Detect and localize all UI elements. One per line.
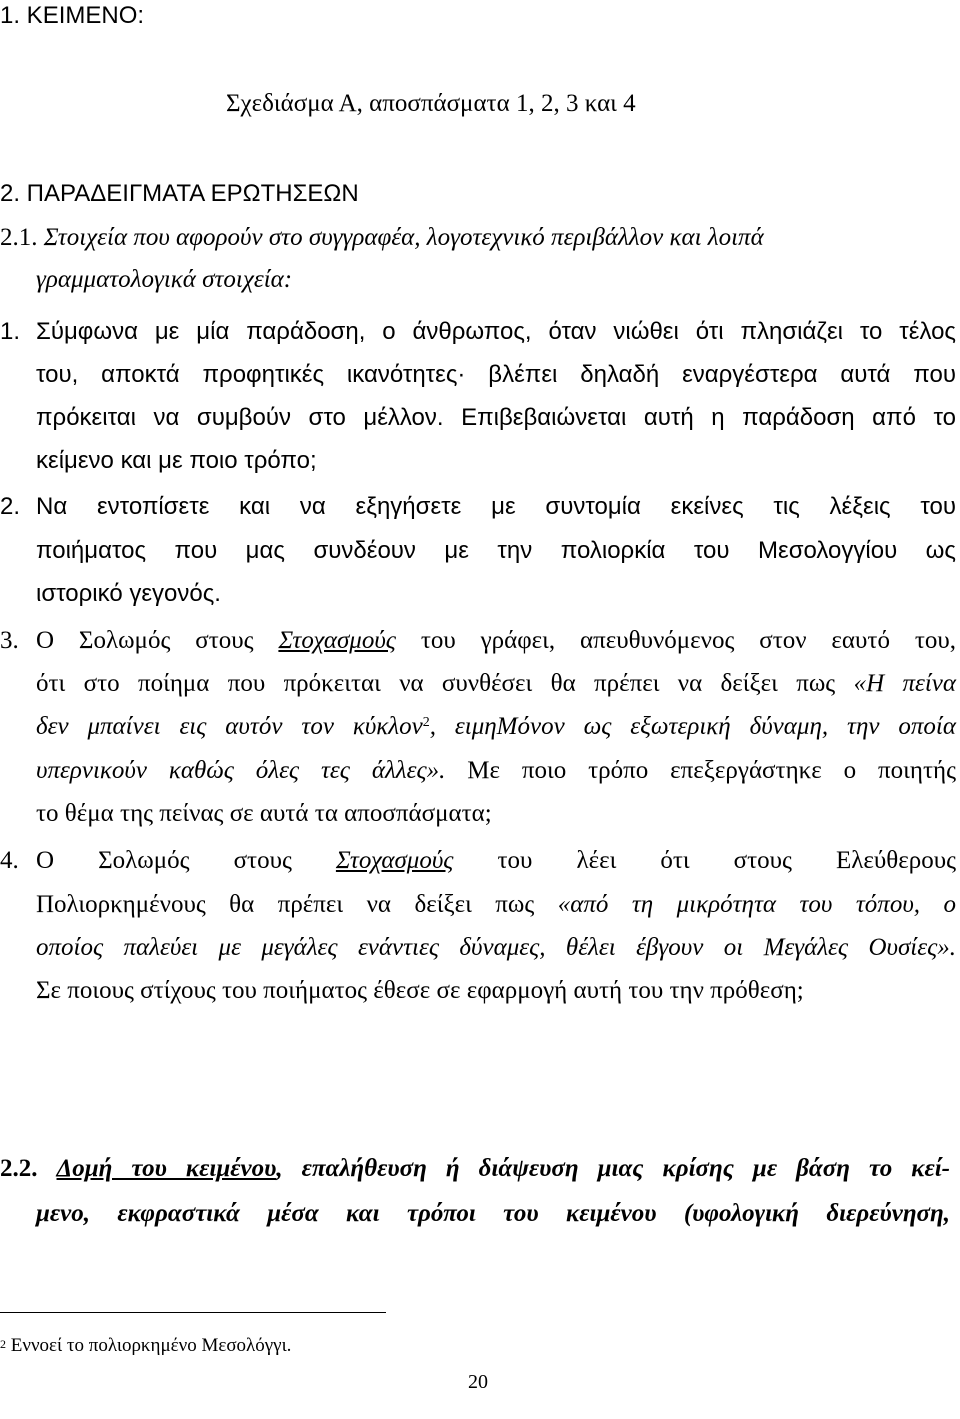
question-3-line4-b: Με ποιο τρόπο επεξεργάστηκε ο ποιητής	[445, 757, 956, 784]
question-2-number	[0, 493, 20, 521]
question-3-line2-b: «Η πείνα	[853, 670, 956, 697]
question-3-line3-b: , ειμηMόνον ως εξωτερική δύναμη, την οποία	[429, 713, 956, 740]
question-3-line	[36, 800, 492, 828]
question-2-line	[36, 493, 956, 521]
question-3-line1-a: Ο Σολωμός στους	[36, 627, 279, 654]
question-4-line1-c: του λέει ότι στους Ελεύθερους	[453, 847, 956, 874]
question-4-line2-a: Πολιορκημένους θα πρέπει να δείξει πως	[36, 891, 558, 918]
question-4-line	[36, 934, 956, 962]
question-2-line	[36, 580, 221, 608]
heading-text-label: 1. ΚΕΙΜΕΝΟ:	[0, 2, 145, 29]
section-2-1-title-line1: Στοιχεία που αφορούν στο συγγραφέα, λογοτεχνικό περιβάλλον και λοιπά	[43, 224, 764, 251]
question-1-line2: του, αποκτά προφητικές ικανότητες· βλέπει δηλαδή εναργέστερα αυτά που	[36, 361, 956, 388]
question-3-line5: το θέμα της πείνας σε αυτά τα αποσπάσματα;	[36, 800, 492, 827]
question-1-line	[36, 447, 317, 475]
page-number-text: 20	[468, 1371, 488, 1393]
question-3-line1-c: του γράφει, απευθυνόμενος στον εαυτό του,	[395, 627, 956, 654]
section-2-2-underlined: Δομή του κειμένου	[56, 1155, 277, 1182]
question-4-line	[36, 847, 956, 875]
section-2-2-title	[0, 1155, 950, 1183]
question-4-line	[36, 891, 956, 919]
heading-questions	[0, 180, 359, 208]
question-1-number	[0, 318, 20, 346]
question-1-line	[36, 318, 956, 346]
section-2-1-title	[0, 224, 950, 252]
question-1-line3: πρόκειται να συμβούν στο μέλλον. Επιβεβαιώνεται αυτή η παράδοση από το	[36, 404, 956, 431]
question-3-line2-a: ότι στο ποίημα που πρόκειται να συνθέσει θα πρέπει να δείξει πως	[36, 670, 854, 697]
question-4-line4: Σε ποιους στίχους του ποιήματος έθεσε σε εφαρμογή αυτή του την πρόθεση;	[36, 977, 804, 1004]
section-2-1-title-cont	[36, 266, 292, 294]
question-2-line3: ιστορικό γεγονός.	[36, 580, 221, 607]
heading-questions-label: 2. ΠΑΡΑΔΕΙΓΜΑΤΑ ΕΡΩΤΗΣΕΩΝ	[0, 180, 359, 207]
section-2-2-title-line1: , επαλήθευση ή διάψευση μιας κρίσης με βάση το κεί-	[276, 1155, 951, 1182]
question-1-line4: κείμενο και με ποιο τρόπο;	[36, 447, 317, 474]
question-4-line2-b: «από τη μικρότητα του τόπου, ο	[557, 891, 957, 918]
footnote-divider	[0, 1312, 386, 1313]
question-1-line	[36, 404, 956, 432]
question-3-line	[36, 670, 956, 698]
question-1-line1: Σύμφωνα με μία παράδοση, ο άνθρωπος, όταν νιώθει ότι πλησιάζει το τέλος	[36, 318, 956, 345]
footnote-text: Εννοεί το πολιορκημένο Μεσολόγγι.	[6, 1335, 292, 1356]
question-1-line	[36, 361, 956, 389]
question-3-stochasmoi: Στοχασμούς	[278, 627, 396, 654]
question-2-line1: Να εντοπίσετε και να εξηγήσετε με συντομία εκείνες τις λέξεις του	[36, 493, 956, 520]
heading-text	[0, 2, 144, 30]
question-3-number	[0, 627, 19, 655]
question-number: 4.	[0, 847, 19, 874]
question-4-number	[0, 847, 19, 875]
question-3-line	[36, 713, 956, 741]
section-2-2-title-cont	[36, 1200, 950, 1228]
question-number: 2.	[0, 493, 21, 520]
page-number	[468, 1370, 488, 1394]
section-2-2-title-line2: μενο, εκφραστικά μέσα και τρόποι του κειμένου (υφολογική διερεύνηση,	[36, 1200, 950, 1227]
text-subtitle-label: Σχεδιάσμα Α, αποσπάσματα 1, 2, 3 και 4	[226, 90, 636, 117]
question-2-line2: ποιήματος που μας συνδέουν με την πολιορκία του Μεσολογγίου ως	[36, 537, 956, 564]
section-2-2-number: 2.2.	[0, 1155, 38, 1182]
question-4-stochasmoi: Στοχασμούς	[335, 847, 454, 874]
question-4-line1-a: Ο Σολωμός στους	[36, 847, 336, 874]
question-3-line	[36, 757, 956, 785]
question-3-line4-a: υπερνικούν καθώς όλες τες άλλες».	[36, 757, 446, 784]
question-2-line	[36, 537, 956, 565]
footnote	[0, 1334, 291, 1358]
question-number: 3.	[0, 627, 19, 654]
question-4-line3: οποίος παλεύει με μεγάλες ενάντιες δύναμες, θέλει έβγουν οι Μεγάλες Ουσίες».	[36, 934, 956, 961]
question-number: 1.	[0, 318, 21, 345]
section-2-1-title-line2: γραμματολογικά στοιχεία:	[36, 266, 293, 293]
question-4-line	[36, 977, 804, 1005]
footnote-ref: 2	[422, 715, 430, 730]
footnote-marker: 2	[0, 1337, 6, 1351]
text-subtitle	[226, 90, 636, 118]
question-3-line3-a: δεν μπαίνει εις αυτόν τον κύκλον	[36, 713, 423, 740]
question-3-line	[36, 627, 956, 655]
section-2-1-number: 2.1.	[0, 224, 38, 251]
